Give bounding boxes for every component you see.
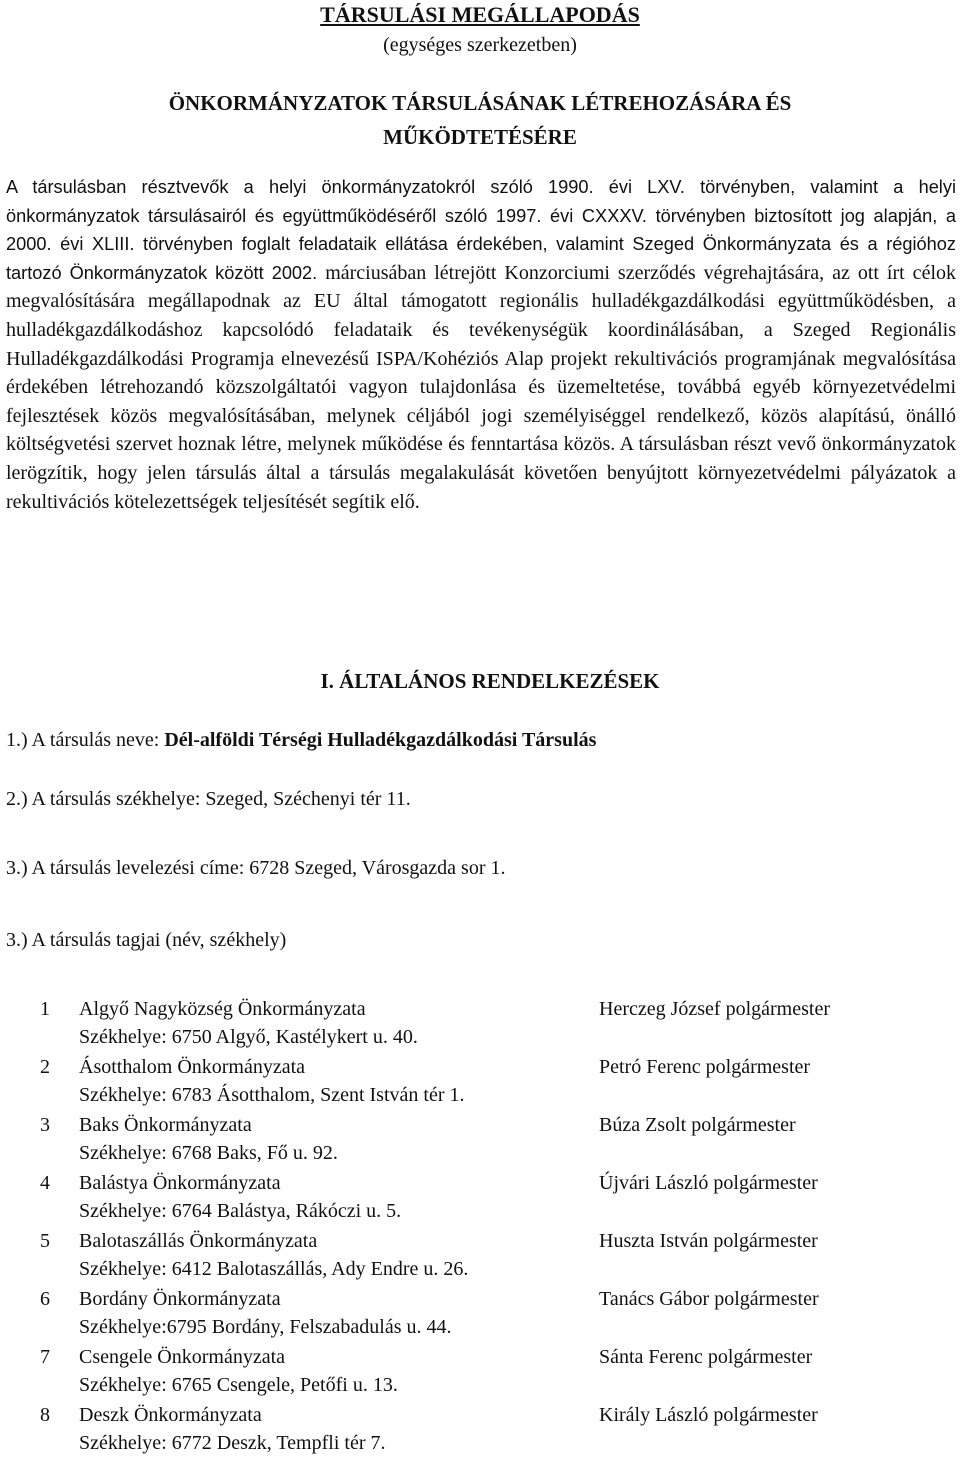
member-row [0,1343,960,1401]
member-row [0,1285,960,1343]
member-row [0,1169,960,1227]
member-number: 6 [40,1288,50,1310]
member-mayor: Huszta István polgármester [599,1230,818,1252]
item-mailing-address: 3.) A társulás levelezési címe: 6728 Szeged, Városgazda sor 1. [6,857,506,879]
heading-line-2: MŰKÖDTETÉSÉRE [383,125,577,149]
member-address: Székhelye: 6750 Algyő, Kastélykert u. 40. [79,1026,418,1048]
association-name: Dél-alföldi Térségi Hulladékgazdálkodási Társulás [164,729,597,751]
member-mayor: Herczeg József polgármester [599,998,830,1020]
member-address: Székhelye: 6772 Deszk, Tempfli tér 7. [79,1432,386,1454]
member-mayor: Újvári László polgármester [599,1172,818,1194]
member-address: Székhelye: 6768 Baks, Fő u. 92. [79,1142,338,1164]
item-association-seat: 2.) A társulás székhelye: Szeged, Széchenyi tér 11. [6,788,411,810]
member-address: Székhelye: 6412 Balotaszállás, Ady Endre u. 26. [79,1258,469,1280]
document-heading [0,91,960,150]
member-row [0,995,960,1053]
document-subtitle: (egységes szerkezetben) [383,34,577,56]
member-number: 2 [40,1056,50,1078]
member-row [0,1401,960,1459]
member-number: 8 [40,1404,50,1426]
member-row [0,1111,960,1169]
member-row [0,1227,960,1285]
member-mayor: Petró Ferenc polgármester [599,1056,811,1078]
member-name: Balotaszállás Önkormányzata [79,1230,318,1252]
member-mayor: Búza Zsolt polgármester [599,1114,796,1136]
member-number: 1 [40,998,50,1020]
member-address: Székhelye: 6764 Balástya, Rákóczi u. 5. [79,1200,402,1222]
item-members-heading: 3.) A társulás tagjai (név, székhely) [6,929,287,951]
member-row [0,1053,960,1111]
member-name: Baks Önkormányzata [79,1114,252,1136]
item-association-name [6,727,596,753]
heading-line-1: ÖNKORMÁNYZATOK TÁRSULÁSÁNAK LÉTREHOZÁSÁRA ÉS [168,91,792,115]
intro-paragraph [6,173,956,516]
member-number: 5 [40,1230,50,1252]
intro-text-part-1: A társulásban résztvevők a helyi önkormányzatokról szóló 1990. évi LXV. törvényben, valamint a helyi önkormányzatok társulásairól és együttműködéséről szóló 1997. évi CXXXV. törvényben biztosított jog alapján, a 2000. évi XLIII. törvényben foglalt feladataik ellátása érdekében, valamint Szeged Önkormányzata és a régióhoz tartozó Önkormányzatok között 2002. [6,177,956,283]
member-name: Ásotthalom Önkormányzata [79,1056,306,1078]
member-name: Bordány Önkormányzata [79,1288,281,1310]
item-label: 1.) A társulás neve: [6,729,165,751]
document-title: TÁRSULÁSI MEGÁLLAPODÁS [320,2,640,27]
member-number: 4 [40,1172,50,1194]
member-address: Székhelye: 6765 Csengele, Petőfi u. 13. [79,1374,398,1396]
member-name: Balástya Önkormányzata [79,1172,281,1194]
member-name: Algyő Nagyközség Önkormányzata [79,998,366,1020]
intro-text-part-2: márciusában létrejött Konzorciumi szerződés végrehajtására, az ott írt célok megvalósítására megállapodnak az EU által támogatott regionális hulladékgazdálkodási együttműködésben, a hulladékgazdálkodáshoz kapcsolódó feladataik és tevékenységük koordinálásában, a Szeged Regionális Hulladékgazdálkodási Programja elnevezésű ISPA/Kohéziós Alap projekt rekultivációs programjának megvalósítása érdekében létrehozandó közszolgáltatói vagyon tulajdonlása és üzemeltetése, továbbá egyéb környezetvédelmi fejlesztések közös megvalósításában, melynek céljából jogi személyiséggel rendelkező, közös alapítású, önálló költségvetési szervet hoznak létre, melynek működése és fenntartása közös. A társulásban részt vevő önkormányzatok lerögzítik, hogy jelen társulás által a társulás megalakulását követően benyújtott környezetvédelmi pályázatok a rekultivációs kötelezettségek teljesítését segítik elő. [6,261,956,513]
member-mayor: Tanács Gábor polgármester [599,1288,819,1310]
member-number: 3 [40,1114,50,1136]
section-title: I. ÁLTALÁNOS RENDELKEZÉSEK [320,669,660,693]
member-name: Deszk Önkormányzata [79,1404,262,1426]
member-mayor: Sánta Ferenc polgármester [599,1346,813,1368]
member-name: Csengele Önkormányzata [79,1346,286,1368]
member-address: Székhelye:6795 Bordány, Felszabadulás u. 44. [79,1316,452,1338]
member-address: Székhelye: 6783 Ásotthalom, Szent István tér 1. [79,1084,465,1106]
member-number: 7 [40,1346,50,1368]
member-mayor: Király László polgármester [599,1404,818,1426]
